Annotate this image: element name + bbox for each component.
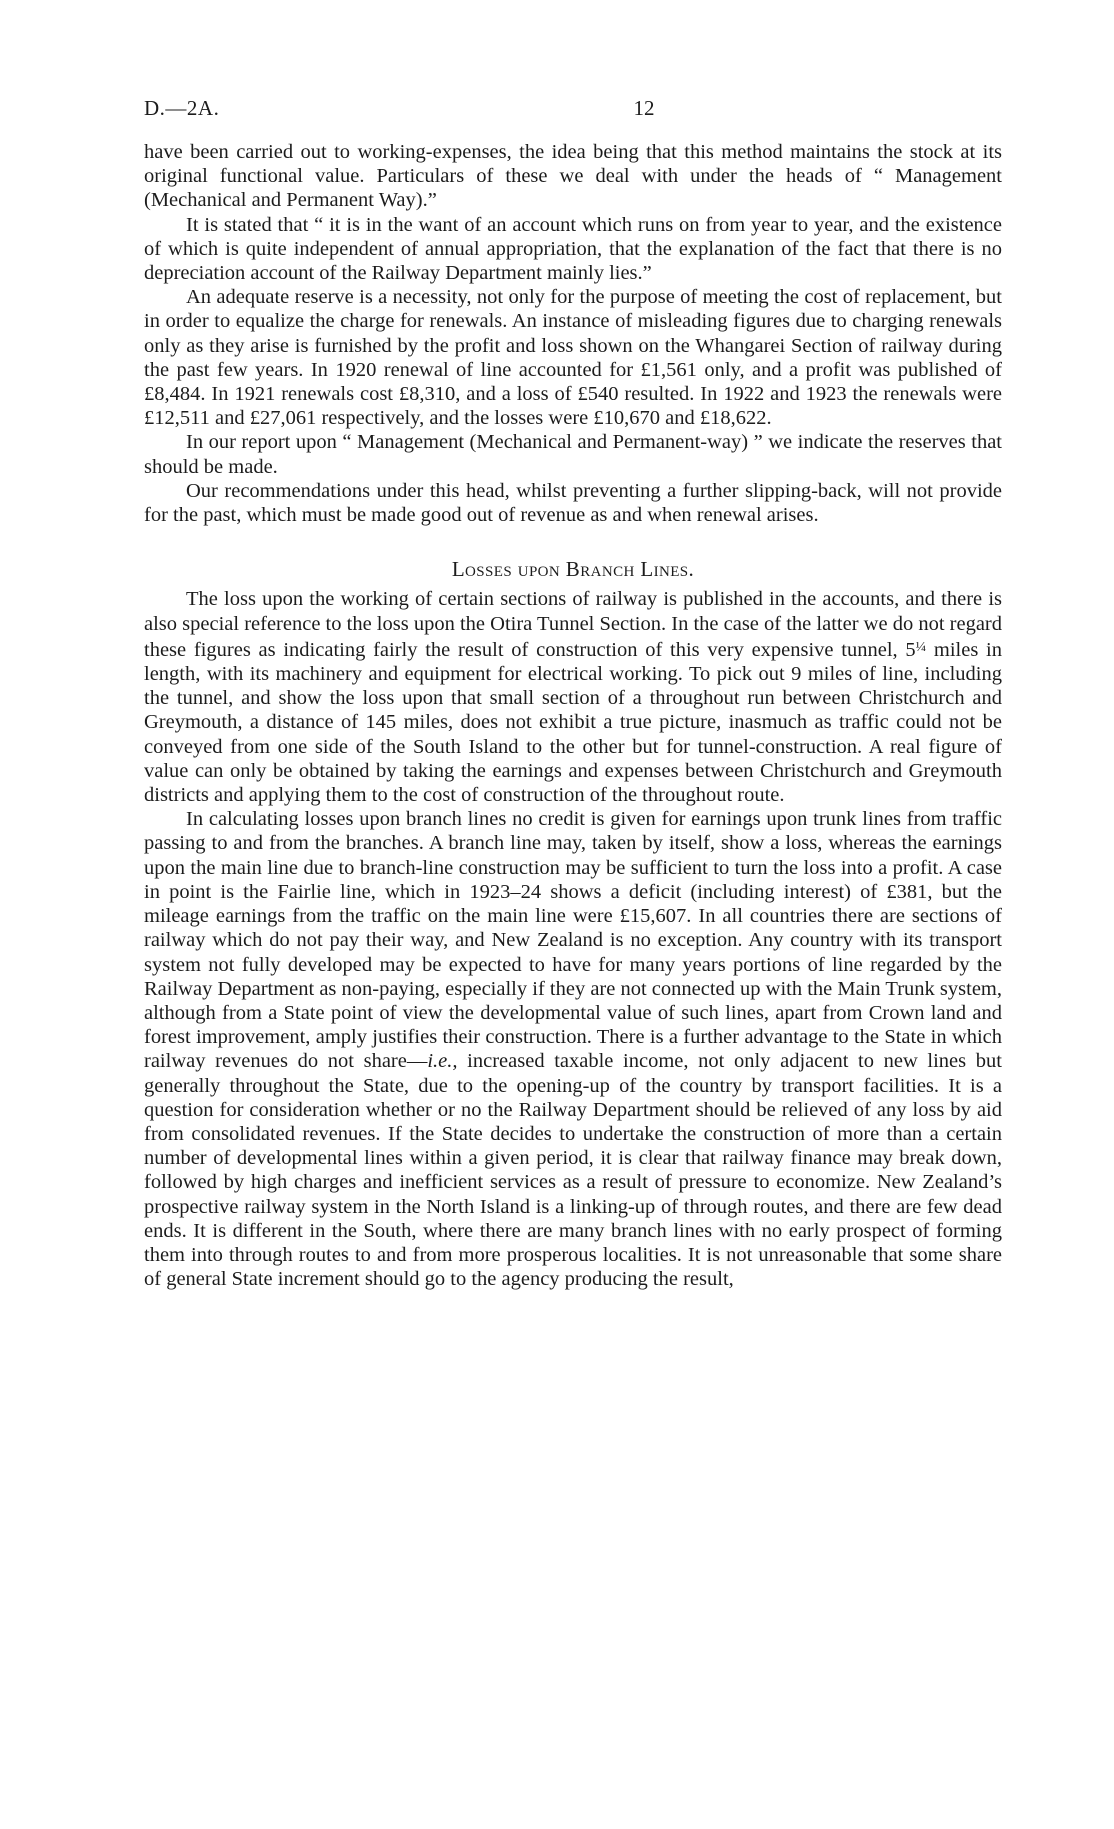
text-run: increased taxable income, not only adjacent to new lines but generally throughout the State, due to the opening-up of the country by transport facilities. It is a question for consideration whether or no the Railway Department should be relieved of any loss by aid from consolidated revenues. If the State decides to undertake the construction of more than a certain number of developmental lines within a given period, it is clear that railway finance may break down, followed by high charges and inefficient services as a result of pressure to economize. New Zealand’s prospective railway system in the North Island is a linking-up of through routes, and there are few dead ends. It is different in the South, where there are many branch lines with no early prospect of forming them into through routes to and from more prosperous localities. It is not unreasonable that some share of general State increment should go to the agency producing the result, [144, 1050, 1002, 1291]
paragraph: have been carried out to working-expenses, the idea being that this method maintains the stock at its original functional value. Particulars of these we deal with under the heads of “ Management (Mechanical and Permanent Way).” [144, 141, 1002, 212]
page-body [144, 140, 1002, 1291]
fraction: ¼ [915, 639, 927, 655]
paragraph: Our recommendations under this head, whilst preventing a further slipping-back, will not provide for the past, which must be made good out of revenue as and when renewal arises. [144, 479, 1002, 527]
paragraph: In our report upon “ Management (Mechanical and Permanent-way) ” we indicate the reserves that should be made. [144, 431, 1002, 478]
document-reference: D.—2A. [144, 96, 220, 120]
page-number: 12 [633, 96, 655, 120]
text-run: miles in length, with its machinery and equipment for electrical working. To pick out 9 miles of line, including the tunnel, and show the loss upon that small section of a throughout run between Christchurch and Greymouth, a distance of 145 miles, does not exhibit a true picture, inasmuch as traffic could not be conveyed from one side of the South Island to the other but for tunnel-construction. A real figure of value can only be obtained by taking the earnings and expenses between Christchurch and Greymouth districts and applying them to the cost of construction of the throughout route. [144, 638, 1002, 807]
page-header [144, 96, 1002, 126]
paragraph: An adequate reserve is a necessity, not only for the purpose of meeting the cost of replacement, but in order to equalize the charge for renewals. An instance of misleading figures due to charging renewals only as they arise is furnished by the profit and loss shown on the Whangarei Section of railway during the past few years. In 1920 renewal of line accounted for £1,561 only, and a profit was published of £8,484. In 1921 renewals cost £8,310, and a loss of £540 resulted. In 1922 and 1923 the renewals were £12,511 and £27,061 respectively, and the losses were £10,670 and £18,622. [144, 286, 1002, 430]
text-run: The loss upon the working of certain sections of railway is published in the accounts, and there is also special reference to the loss upon the Otira Tunnel Section. In the case of the latter we do not regard these figures as indicating fairly the result of construction of this very expensive tunnel, 5 [144, 588, 1002, 661]
section-heading: Losses upon Branch Lines. [451, 557, 695, 582]
paragraph [144, 587, 1002, 807]
text-run: In calculating losses upon branch lines no credit is given for earnings upon trunk lines from traffic passing to and from the branches. A branch line may, taken by itself, show a loss, whereas the earnings upon the main line due to branch-line construction may be sufficient to turn the loss into a profit. A case in point is the Fairlie line, which in 1923–24 shows a deficit (including interest) of £381, but the mileage earnings from the traffic on the main line were £15,607. In all countries there are sections of railway which do not pay their way, and New Zealand is no exception. Any country with its transport system not fully developed may be expected to have for many years portions of line regarded by the Railway Department as non-paying, especially if they are not connected up with the Main Trunk system, although from a State point of view the developmental value of such lines, apart from Crown land and forest improvement, amply justifies their construction. There is a further advantage to the State in which railway revenues do not share— [144, 808, 1002, 1073]
paragraph: It is stated that “ it is in the want of an account which runs on from year to year, and the existence of which is quite independent of annual appropriation, that the explanation of the fact that there is no depreciation account of the Railway Department mainly lies.” [144, 213, 1002, 285]
paragraph [144, 807, 1002, 1291]
italic-text: i.e., [427, 1050, 458, 1073]
